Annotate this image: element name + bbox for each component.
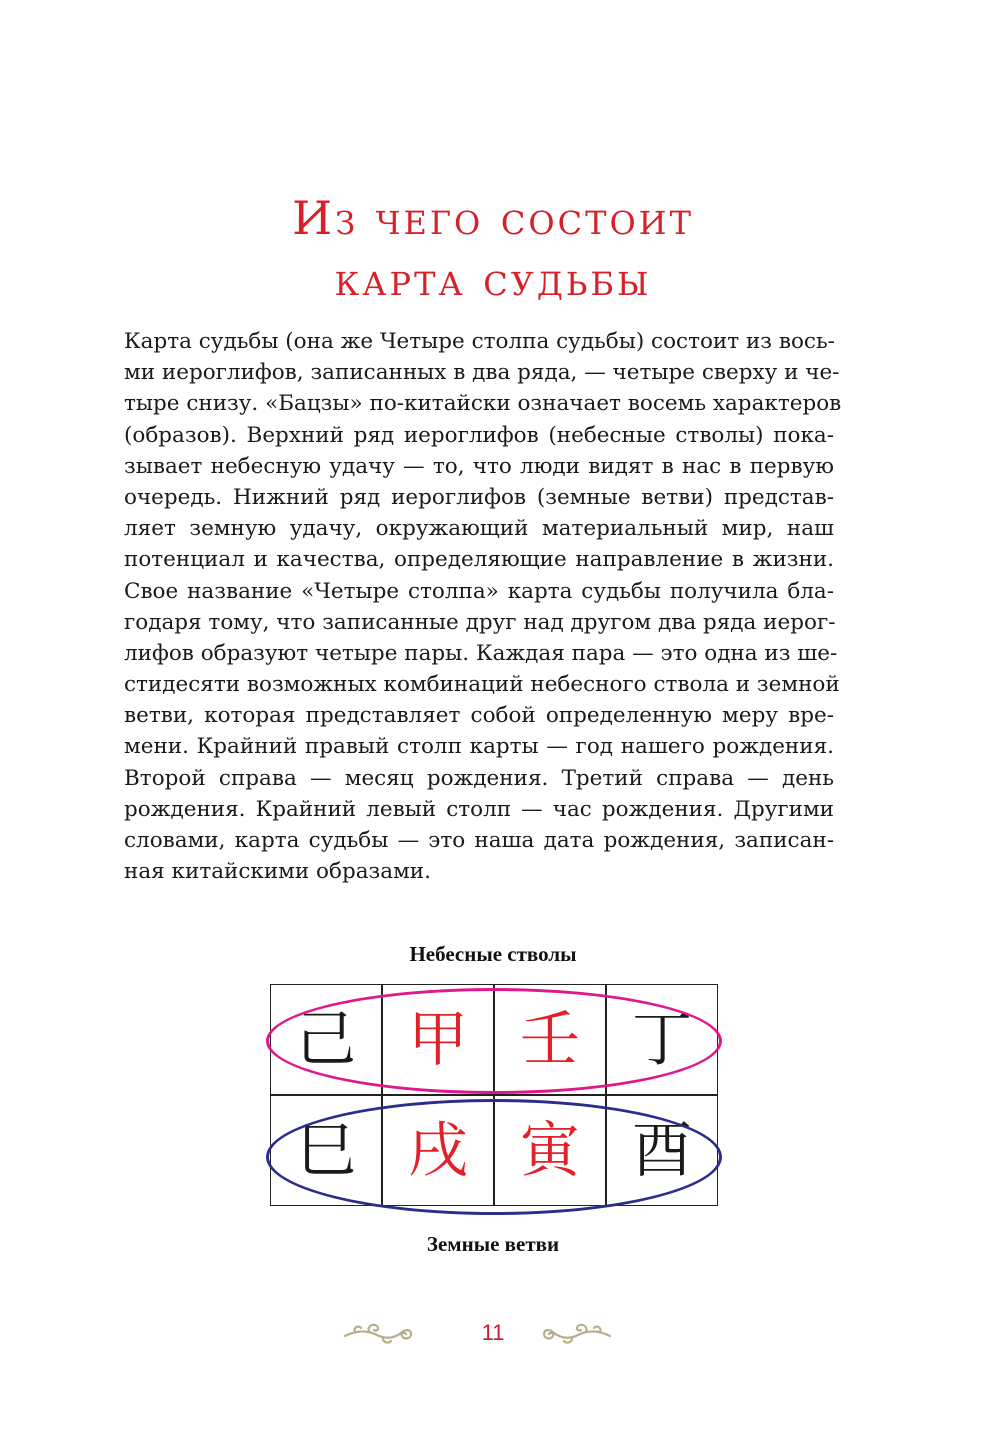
earthly-branches-label: Земные ветви [426,1232,560,1256]
body-text-line: тыре снизу. «Бацзы» по-китайски означает восемь характеров [124,391,842,417]
four-pillars-table [270,984,718,1206]
body-text-line: ми иероглифов, записанных в два ряда, — четыре сверху и че- [124,360,840,386]
body-paragraph [124,326,842,887]
earthly-branch-cell: 寅 [494,1095,606,1206]
heavenly-stems-label: Небесные стволы [409,942,577,966]
page-number: 11 [481,1320,505,1345]
body-text-line: мени. Крайний правый столп карты — год нашего рождения. [124,734,834,760]
earthly-branch-cell: 酉 [606,1095,718,1206]
body-text-line: годаря тому, что записанные друг над другом два ряда иерог- [124,609,836,635]
body-text-line: ляет земную удачу, окружающий материальный мир, наш [124,516,834,542]
heavenly-stem-cell: 己 [270,984,382,1095]
body-text-line: Свое название «Четыре столпа» карта судьбы получила бла- [124,578,834,604]
body-text-line: (образов). Верхний ряд иероглифов (небесные стволы) пока- [124,422,834,448]
body-text-line: рождения. Крайний левый столп — час рождения. Другими [124,796,834,822]
body-text-line: лифов образуют четыре пары. Каждая пара — это одна из ше- [124,640,838,666]
body-text-line: очередь. Нижний ряд иероглифов (земные ветви) представ- [124,484,834,510]
body-text-line: ветви, которая представляет собой определенную меру вре- [124,703,834,729]
body-text-line: потенциал и качества, определяющие направление в жизни. [124,547,834,573]
earthly-branch-cell: 巳 [270,1095,382,1206]
page-title-line-2: карта судьбы [334,252,652,306]
body-text-line: Второй справа — месяц рождения. Третий справа — день [124,765,834,791]
body-text-line: зывает небесную удачу — то, что люди видят в нас в первую [124,453,834,479]
body-text-line: стидесяти возможных комбинаций небесного ствола и земной [124,672,840,698]
body-text-line: словами, карта судьбы — это наша дата рождения, записан- [124,828,834,853]
body-text-line: Карта судьбы (она же Четыре столпа судьбы) состоит из вось- [124,329,835,354]
heavenly-stem-cell: 甲 [382,984,494,1095]
body-text-line: ная китайскими образами. [124,859,431,885]
heavenly-stem-cell: 壬 [494,984,606,1095]
heavenly-stem-cell: 丁 [606,984,718,1095]
right-ornament-icon [540,1320,612,1346]
earthly-branch-cell: 戌 [382,1095,494,1206]
page-title-line-1: Из чего состоит [292,191,694,245]
